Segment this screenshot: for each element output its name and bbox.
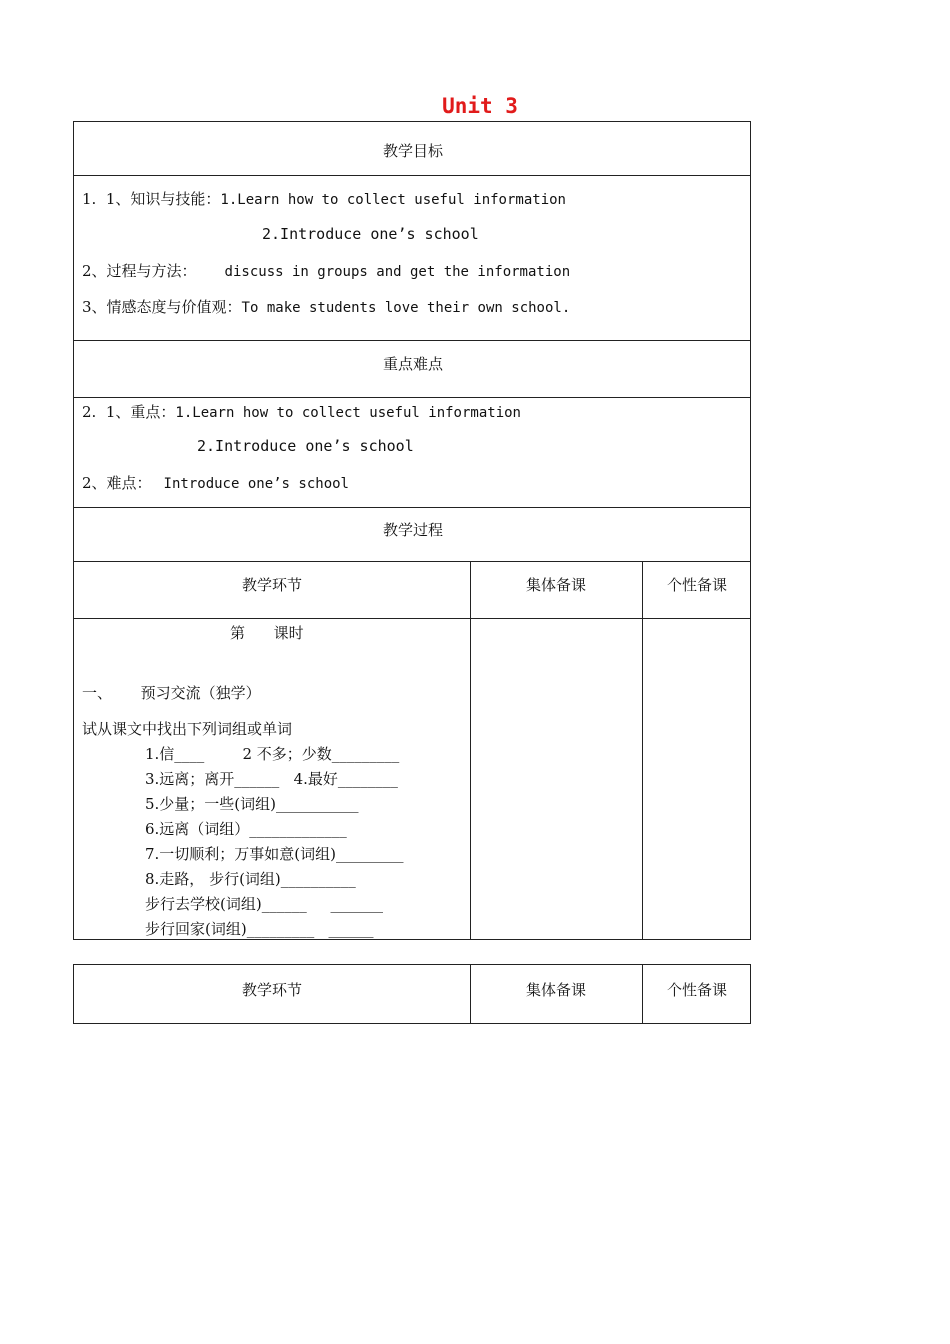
objectives-header: 教学目标 xyxy=(382,142,443,160)
col-header-steps: 教学环节 xyxy=(241,576,302,594)
keypoints-line-1: 2. 1、重点：1.Learn how to collect useful information xyxy=(82,403,521,421)
instruction: 试从课文中找出下列词组或单词 xyxy=(82,720,293,738)
objectives-line-1: 1. 1、知识与技能：1.Learn how to collect useful information xyxy=(82,190,566,208)
col-header-collective: 集体备课 xyxy=(525,576,586,594)
objectives-table xyxy=(73,121,751,341)
list-item: 1.信____ 2 不多；少数_________ xyxy=(145,745,400,763)
col-header-collective-2: 集体备课 xyxy=(525,981,586,999)
col-header-individual-2: 个性备课 xyxy=(666,981,727,999)
objectives-line-2: 2.Introduce one’s school xyxy=(262,225,479,243)
col-header-steps-2: 教学环节 xyxy=(241,981,302,999)
list-item: 7.一切顺利；万事如意(词组)_________ xyxy=(145,845,404,863)
keypoints-line-3: 2、难点： Introduce one’s school xyxy=(82,474,349,492)
lesson-label: 第 课时 xyxy=(230,624,304,642)
second-table xyxy=(73,964,751,1024)
list-item: 8.走路， 步行(词组)__________ xyxy=(145,870,356,888)
list-item: 步行回家(词组)_________ ______ xyxy=(145,920,374,938)
process-table xyxy=(73,507,751,940)
list-item: 步行去学校(词组)______ _______ xyxy=(145,895,384,913)
objectives-line-3: 2、过程与方法： discuss in groups and get the information xyxy=(82,262,571,280)
list-item: 5.少量；一些(词组)___________ xyxy=(145,795,359,813)
list-item: 6.远离（词组）_____________ xyxy=(145,820,347,838)
col-header-individual: 个性备课 xyxy=(666,576,727,594)
keypoints-line-2: 2.Introduce one’s school xyxy=(197,437,414,455)
process-header: 教学过程 xyxy=(382,521,443,539)
page-title: Unit 3 xyxy=(442,94,518,118)
keypoints-header: 重点难点 xyxy=(382,355,443,373)
section-title: 一、 预习交流（独学） xyxy=(82,684,261,702)
list-item: 3.远离；离开______ 4.最好________ xyxy=(145,770,398,788)
keypoints-table xyxy=(73,340,751,508)
objectives-line-4: 3、情感态度与价值观：To make students love their own school. xyxy=(82,298,571,316)
